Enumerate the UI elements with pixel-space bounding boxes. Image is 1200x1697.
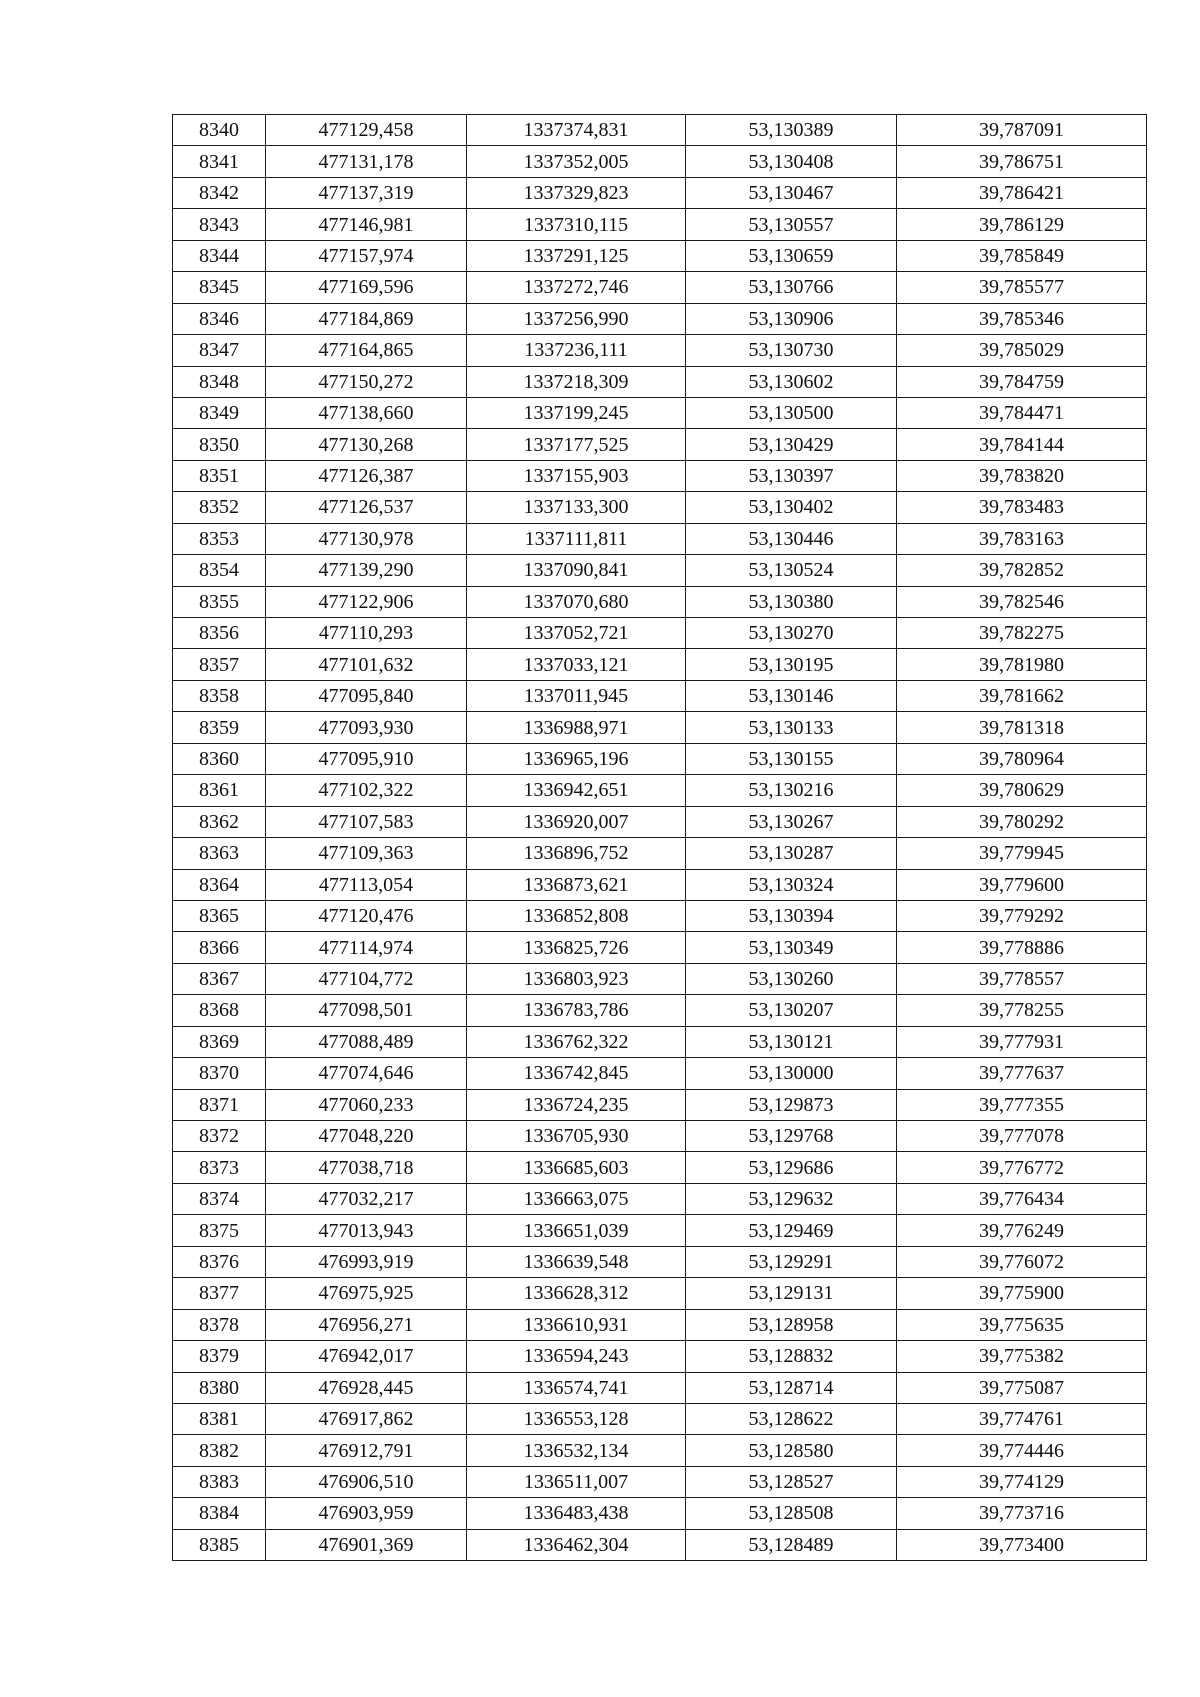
table-row (173, 555, 1147, 586)
longitude-cell: 39,784471 (897, 397, 1147, 428)
x-coordinate-cell: 476942,017 (266, 1341, 467, 1372)
table-row (173, 1121, 1147, 1152)
table-row (173, 1498, 1147, 1529)
y-coordinate-cell: 1336825,726 (467, 932, 686, 963)
y-coordinate-cell: 1337090,841 (467, 555, 686, 586)
x-coordinate-cell: 476928,445 (266, 1372, 467, 1403)
x-coordinate-cell: 476993,919 (266, 1246, 467, 1277)
x-coordinate-cell: 477157,974 (266, 240, 467, 271)
longitude-cell: 39,780629 (897, 775, 1147, 806)
x-coordinate-cell: 477131,178 (266, 146, 467, 177)
x-coordinate-cell: 477088,489 (266, 1026, 467, 1057)
point-number-cell: 8373 (173, 1152, 266, 1183)
table-row (173, 1246, 1147, 1277)
table-row (173, 1372, 1147, 1403)
latitude-cell: 53,130267 (686, 806, 897, 837)
longitude-cell: 39,783163 (897, 523, 1147, 554)
table-row (173, 1058, 1147, 1089)
point-number-cell: 8382 (173, 1435, 266, 1466)
longitude-cell: 39,784144 (897, 429, 1147, 460)
table-row (173, 869, 1147, 900)
point-number-cell: 8364 (173, 869, 266, 900)
table-row (173, 1466, 1147, 1497)
x-coordinate-cell: 477184,869 (266, 303, 467, 334)
latitude-cell: 53,128958 (686, 1309, 897, 1340)
x-coordinate-cell: 477074,646 (266, 1058, 467, 1089)
y-coordinate-cell: 1336610,931 (467, 1309, 686, 1340)
latitude-cell: 53,130500 (686, 397, 897, 428)
table-row (173, 115, 1147, 146)
y-coordinate-cell: 1336783,786 (467, 995, 686, 1026)
longitude-cell: 39,782546 (897, 586, 1147, 617)
y-coordinate-cell: 1336639,548 (467, 1246, 686, 1277)
point-number-cell: 8378 (173, 1309, 266, 1340)
y-coordinate-cell: 1337133,300 (467, 492, 686, 523)
point-number-cell: 8361 (173, 775, 266, 806)
point-number-cell: 8340 (173, 115, 266, 146)
longitude-cell: 39,776772 (897, 1152, 1147, 1183)
y-coordinate-cell: 1337218,309 (467, 366, 686, 397)
latitude-cell: 53,130446 (686, 523, 897, 554)
latitude-cell: 53,129131 (686, 1278, 897, 1309)
y-coordinate-cell: 1336920,007 (467, 806, 686, 837)
y-coordinate-cell: 1337199,245 (467, 397, 686, 428)
y-coordinate-cell: 1336532,134 (467, 1435, 686, 1466)
table-row (173, 177, 1147, 208)
latitude-cell: 53,128489 (686, 1529, 897, 1560)
y-coordinate-cell: 1336574,741 (467, 1372, 686, 1403)
point-number-cell: 8363 (173, 838, 266, 869)
y-coordinate-cell: 1336651,039 (467, 1215, 686, 1246)
latitude-cell: 53,128832 (686, 1341, 897, 1372)
table-row (173, 838, 1147, 869)
longitude-cell: 39,778557 (897, 963, 1147, 994)
x-coordinate-cell: 477164,865 (266, 335, 467, 366)
y-coordinate-cell: 1336483,438 (467, 1498, 686, 1529)
x-coordinate-cell: 477098,501 (266, 995, 467, 1026)
latitude-cell: 53,130195 (686, 649, 897, 680)
latitude-cell: 53,128527 (686, 1466, 897, 1497)
longitude-cell: 39,781318 (897, 712, 1147, 743)
x-coordinate-cell: 476917,862 (266, 1403, 467, 1434)
longitude-cell: 39,777637 (897, 1058, 1147, 1089)
x-coordinate-cell: 476912,791 (266, 1435, 467, 1466)
latitude-cell: 53,129632 (686, 1183, 897, 1214)
y-coordinate-cell: 1337352,005 (467, 146, 686, 177)
latitude-cell: 53,130730 (686, 335, 897, 366)
point-number-cell: 8357 (173, 649, 266, 680)
x-coordinate-cell: 477169,596 (266, 272, 467, 303)
x-coordinate-cell: 477130,978 (266, 523, 467, 554)
longitude-cell: 39,785849 (897, 240, 1147, 271)
point-number-cell: 8369 (173, 1026, 266, 1057)
y-coordinate-cell: 1336553,128 (467, 1403, 686, 1434)
latitude-cell: 53,130121 (686, 1026, 897, 1057)
latitude-cell: 53,130380 (686, 586, 897, 617)
point-number-cell: 8341 (173, 146, 266, 177)
x-coordinate-cell: 477137,319 (266, 177, 467, 208)
point-number-cell: 8384 (173, 1498, 266, 1529)
y-coordinate-cell: 1336896,752 (467, 838, 686, 869)
table-row (173, 900, 1147, 931)
point-number-cell: 8344 (173, 240, 266, 271)
latitude-cell: 53,128508 (686, 1498, 897, 1529)
x-coordinate-cell: 476903,959 (266, 1498, 467, 1529)
y-coordinate-cell: 1336762,322 (467, 1026, 686, 1057)
x-coordinate-cell: 476901,369 (266, 1529, 467, 1560)
table-row (173, 146, 1147, 177)
latitude-cell: 53,129291 (686, 1246, 897, 1277)
table-row (173, 618, 1147, 649)
point-number-cell: 8345 (173, 272, 266, 303)
x-coordinate-cell: 477107,583 (266, 806, 467, 837)
latitude-cell: 53,128714 (686, 1372, 897, 1403)
y-coordinate-cell: 1337177,525 (467, 429, 686, 460)
point-number-cell: 8347 (173, 335, 266, 366)
y-coordinate-cell: 1337329,823 (467, 177, 686, 208)
point-number-cell: 8370 (173, 1058, 266, 1089)
longitude-cell: 39,785029 (897, 335, 1147, 366)
y-coordinate-cell: 1337111,811 (467, 523, 686, 554)
point-number-cell: 8376 (173, 1246, 266, 1277)
longitude-cell: 39,782852 (897, 555, 1147, 586)
latitude-cell: 53,130766 (686, 272, 897, 303)
y-coordinate-cell: 1336663,075 (467, 1183, 686, 1214)
table-row (173, 1278, 1147, 1309)
table-row (173, 209, 1147, 240)
longitude-cell: 39,777931 (897, 1026, 1147, 1057)
coordinates-table-body (173, 115, 1147, 1561)
longitude-cell: 39,785346 (897, 303, 1147, 334)
table-row (173, 429, 1147, 460)
point-number-cell: 8349 (173, 397, 266, 428)
latitude-cell: 53,130270 (686, 618, 897, 649)
longitude-cell: 39,773400 (897, 1529, 1147, 1560)
y-coordinate-cell: 1336724,235 (467, 1089, 686, 1120)
y-coordinate-cell: 1336628,312 (467, 1278, 686, 1309)
table-row (173, 775, 1147, 806)
y-coordinate-cell: 1336873,621 (467, 869, 686, 900)
table-row (173, 1152, 1147, 1183)
y-coordinate-cell: 1336965,196 (467, 743, 686, 774)
longitude-cell: 39,778886 (897, 932, 1147, 963)
point-number-cell: 8350 (173, 429, 266, 460)
point-number-cell: 8371 (173, 1089, 266, 1120)
x-coordinate-cell: 477032,217 (266, 1183, 467, 1214)
table-row (173, 680, 1147, 711)
longitude-cell: 39,774129 (897, 1466, 1147, 1497)
latitude-cell: 53,130133 (686, 712, 897, 743)
x-coordinate-cell: 477130,268 (266, 429, 467, 460)
table-row (173, 1089, 1147, 1120)
longitude-cell: 39,773716 (897, 1498, 1147, 1529)
latitude-cell: 53,130207 (686, 995, 897, 1026)
table-row (173, 1341, 1147, 1372)
table-row (173, 649, 1147, 680)
x-coordinate-cell: 477126,537 (266, 492, 467, 523)
point-number-cell: 8352 (173, 492, 266, 523)
x-coordinate-cell: 477139,290 (266, 555, 467, 586)
y-coordinate-cell: 1337272,746 (467, 272, 686, 303)
latitude-cell: 53,130146 (686, 680, 897, 711)
longitude-cell: 39,774446 (897, 1435, 1147, 1466)
x-coordinate-cell: 477114,974 (266, 932, 467, 963)
latitude-cell: 53,129469 (686, 1215, 897, 1246)
coordinates-table (172, 114, 1147, 1561)
table-row (173, 1026, 1147, 1057)
latitude-cell: 53,130349 (686, 932, 897, 963)
table-row (173, 397, 1147, 428)
latitude-cell: 53,128622 (686, 1403, 897, 1434)
x-coordinate-cell: 477146,981 (266, 209, 467, 240)
longitude-cell: 39,782275 (897, 618, 1147, 649)
longitude-cell: 39,775635 (897, 1309, 1147, 1340)
x-coordinate-cell: 477102,322 (266, 775, 467, 806)
latitude-cell: 53,130659 (686, 240, 897, 271)
x-coordinate-cell: 477138,660 (266, 397, 467, 428)
latitude-cell: 53,130408 (686, 146, 897, 177)
y-coordinate-cell: 1337070,680 (467, 586, 686, 617)
x-coordinate-cell: 476975,925 (266, 1278, 467, 1309)
y-coordinate-cell: 1337011,945 (467, 680, 686, 711)
table-row (173, 743, 1147, 774)
longitude-cell: 39,784759 (897, 366, 1147, 397)
table-row (173, 586, 1147, 617)
point-number-cell: 8381 (173, 1403, 266, 1434)
latitude-cell: 53,129873 (686, 1089, 897, 1120)
x-coordinate-cell: 477129,458 (266, 115, 467, 146)
table-row (173, 366, 1147, 397)
point-number-cell: 8368 (173, 995, 266, 1026)
table-row (173, 1215, 1147, 1246)
x-coordinate-cell: 477126,387 (266, 460, 467, 491)
x-coordinate-cell: 477093,930 (266, 712, 467, 743)
y-coordinate-cell: 1337256,990 (467, 303, 686, 334)
longitude-cell: 39,775087 (897, 1372, 1147, 1403)
y-coordinate-cell: 1337155,903 (467, 460, 686, 491)
longitude-cell: 39,777355 (897, 1089, 1147, 1120)
table-row (173, 1529, 1147, 1560)
table-row (173, 1403, 1147, 1434)
y-coordinate-cell: 1336803,923 (467, 963, 686, 994)
point-number-cell: 8354 (173, 555, 266, 586)
table-row (173, 712, 1147, 743)
latitude-cell: 53,129686 (686, 1152, 897, 1183)
point-number-cell: 8365 (173, 900, 266, 931)
latitude-cell: 53,129768 (686, 1121, 897, 1152)
point-number-cell: 8343 (173, 209, 266, 240)
longitude-cell: 39,780964 (897, 743, 1147, 774)
point-number-cell: 8346 (173, 303, 266, 334)
point-number-cell: 8353 (173, 523, 266, 554)
table-row (173, 272, 1147, 303)
longitude-cell: 39,787091 (897, 115, 1147, 146)
table-row (173, 303, 1147, 334)
table-row (173, 335, 1147, 366)
point-number-cell: 8356 (173, 618, 266, 649)
longitude-cell: 39,783820 (897, 460, 1147, 491)
y-coordinate-cell: 1337310,115 (467, 209, 686, 240)
x-coordinate-cell: 477150,272 (266, 366, 467, 397)
table-row (173, 460, 1147, 491)
longitude-cell: 39,781662 (897, 680, 1147, 711)
y-coordinate-cell: 1337052,721 (467, 618, 686, 649)
x-coordinate-cell: 477122,906 (266, 586, 467, 617)
longitude-cell: 39,780292 (897, 806, 1147, 837)
latitude-cell: 53,130155 (686, 743, 897, 774)
longitude-cell: 39,779945 (897, 838, 1147, 869)
y-coordinate-cell: 1336742,845 (467, 1058, 686, 1089)
y-coordinate-cell: 1337033,121 (467, 649, 686, 680)
latitude-cell: 53,130394 (686, 900, 897, 931)
longitude-cell: 39,779600 (897, 869, 1147, 900)
x-coordinate-cell: 476906,510 (266, 1466, 467, 1497)
point-number-cell: 8362 (173, 806, 266, 837)
latitude-cell: 53,130324 (686, 869, 897, 900)
latitude-cell: 53,130402 (686, 492, 897, 523)
latitude-cell: 53,128580 (686, 1435, 897, 1466)
point-number-cell: 8366 (173, 932, 266, 963)
point-number-cell: 8348 (173, 366, 266, 397)
y-coordinate-cell: 1336462,304 (467, 1529, 686, 1560)
x-coordinate-cell: 477110,293 (266, 618, 467, 649)
latitude-cell: 53,130216 (686, 775, 897, 806)
longitude-cell: 39,776072 (897, 1246, 1147, 1277)
latitude-cell: 53,130000 (686, 1058, 897, 1089)
latitude-cell: 53,130557 (686, 209, 897, 240)
point-number-cell: 8375 (173, 1215, 266, 1246)
x-coordinate-cell: 477113,054 (266, 869, 467, 900)
x-coordinate-cell: 477060,233 (266, 1089, 467, 1120)
table-row (173, 963, 1147, 994)
x-coordinate-cell: 477104,772 (266, 963, 467, 994)
point-number-cell: 8379 (173, 1341, 266, 1372)
table-row (173, 240, 1147, 271)
longitude-cell: 39,781980 (897, 649, 1147, 680)
x-coordinate-cell: 476956,271 (266, 1309, 467, 1340)
y-coordinate-cell: 1337374,831 (467, 115, 686, 146)
x-coordinate-cell: 477095,840 (266, 680, 467, 711)
y-coordinate-cell: 1336685,603 (467, 1152, 686, 1183)
latitude-cell: 53,130260 (686, 963, 897, 994)
point-number-cell: 8359 (173, 712, 266, 743)
latitude-cell: 53,130397 (686, 460, 897, 491)
x-coordinate-cell: 477038,718 (266, 1152, 467, 1183)
y-coordinate-cell: 1337236,111 (467, 335, 686, 366)
y-coordinate-cell: 1336988,971 (467, 712, 686, 743)
point-number-cell: 8351 (173, 460, 266, 491)
x-coordinate-cell: 477048,220 (266, 1121, 467, 1152)
y-coordinate-cell: 1336594,243 (467, 1341, 686, 1372)
longitude-cell: 39,783483 (897, 492, 1147, 523)
latitude-cell: 53,130602 (686, 366, 897, 397)
table-row (173, 806, 1147, 837)
longitude-cell: 39,786421 (897, 177, 1147, 208)
point-number-cell: 8360 (173, 743, 266, 774)
point-number-cell: 8367 (173, 963, 266, 994)
table-row (173, 523, 1147, 554)
point-number-cell: 8358 (173, 680, 266, 711)
longitude-cell: 39,777078 (897, 1121, 1147, 1152)
y-coordinate-cell: 1337291,125 (467, 240, 686, 271)
point-number-cell: 8355 (173, 586, 266, 617)
y-coordinate-cell: 1336511,007 (467, 1466, 686, 1497)
y-coordinate-cell: 1336942,651 (467, 775, 686, 806)
x-coordinate-cell: 477013,943 (266, 1215, 467, 1246)
point-number-cell: 8374 (173, 1183, 266, 1214)
table-row (173, 1309, 1147, 1340)
longitude-cell: 39,776249 (897, 1215, 1147, 1246)
latitude-cell: 53,130287 (686, 838, 897, 869)
latitude-cell: 53,130389 (686, 115, 897, 146)
longitude-cell: 39,786751 (897, 146, 1147, 177)
latitude-cell: 53,130524 (686, 555, 897, 586)
longitude-cell: 39,778255 (897, 995, 1147, 1026)
y-coordinate-cell: 1336852,808 (467, 900, 686, 931)
point-number-cell: 8380 (173, 1372, 266, 1403)
table-row (173, 1435, 1147, 1466)
longitude-cell: 39,775900 (897, 1278, 1147, 1309)
point-number-cell: 8385 (173, 1529, 266, 1560)
longitude-cell: 39,775382 (897, 1341, 1147, 1372)
x-coordinate-cell: 477109,363 (266, 838, 467, 869)
latitude-cell: 53,130906 (686, 303, 897, 334)
longitude-cell: 39,776434 (897, 1183, 1147, 1214)
longitude-cell: 39,786129 (897, 209, 1147, 240)
table-row (173, 995, 1147, 1026)
point-number-cell: 8342 (173, 177, 266, 208)
x-coordinate-cell: 477120,476 (266, 900, 467, 931)
table-row (173, 1183, 1147, 1214)
point-number-cell: 8372 (173, 1121, 266, 1152)
point-number-cell: 8377 (173, 1278, 266, 1309)
point-number-cell: 8383 (173, 1466, 266, 1497)
table-row (173, 492, 1147, 523)
y-coordinate-cell: 1336705,930 (467, 1121, 686, 1152)
longitude-cell: 39,779292 (897, 900, 1147, 931)
latitude-cell: 53,130467 (686, 177, 897, 208)
latitude-cell: 53,130429 (686, 429, 897, 460)
table-row (173, 932, 1147, 963)
longitude-cell: 39,774761 (897, 1403, 1147, 1434)
longitude-cell: 39,785577 (897, 272, 1147, 303)
x-coordinate-cell: 477101,632 (266, 649, 467, 680)
x-coordinate-cell: 477095,910 (266, 743, 467, 774)
